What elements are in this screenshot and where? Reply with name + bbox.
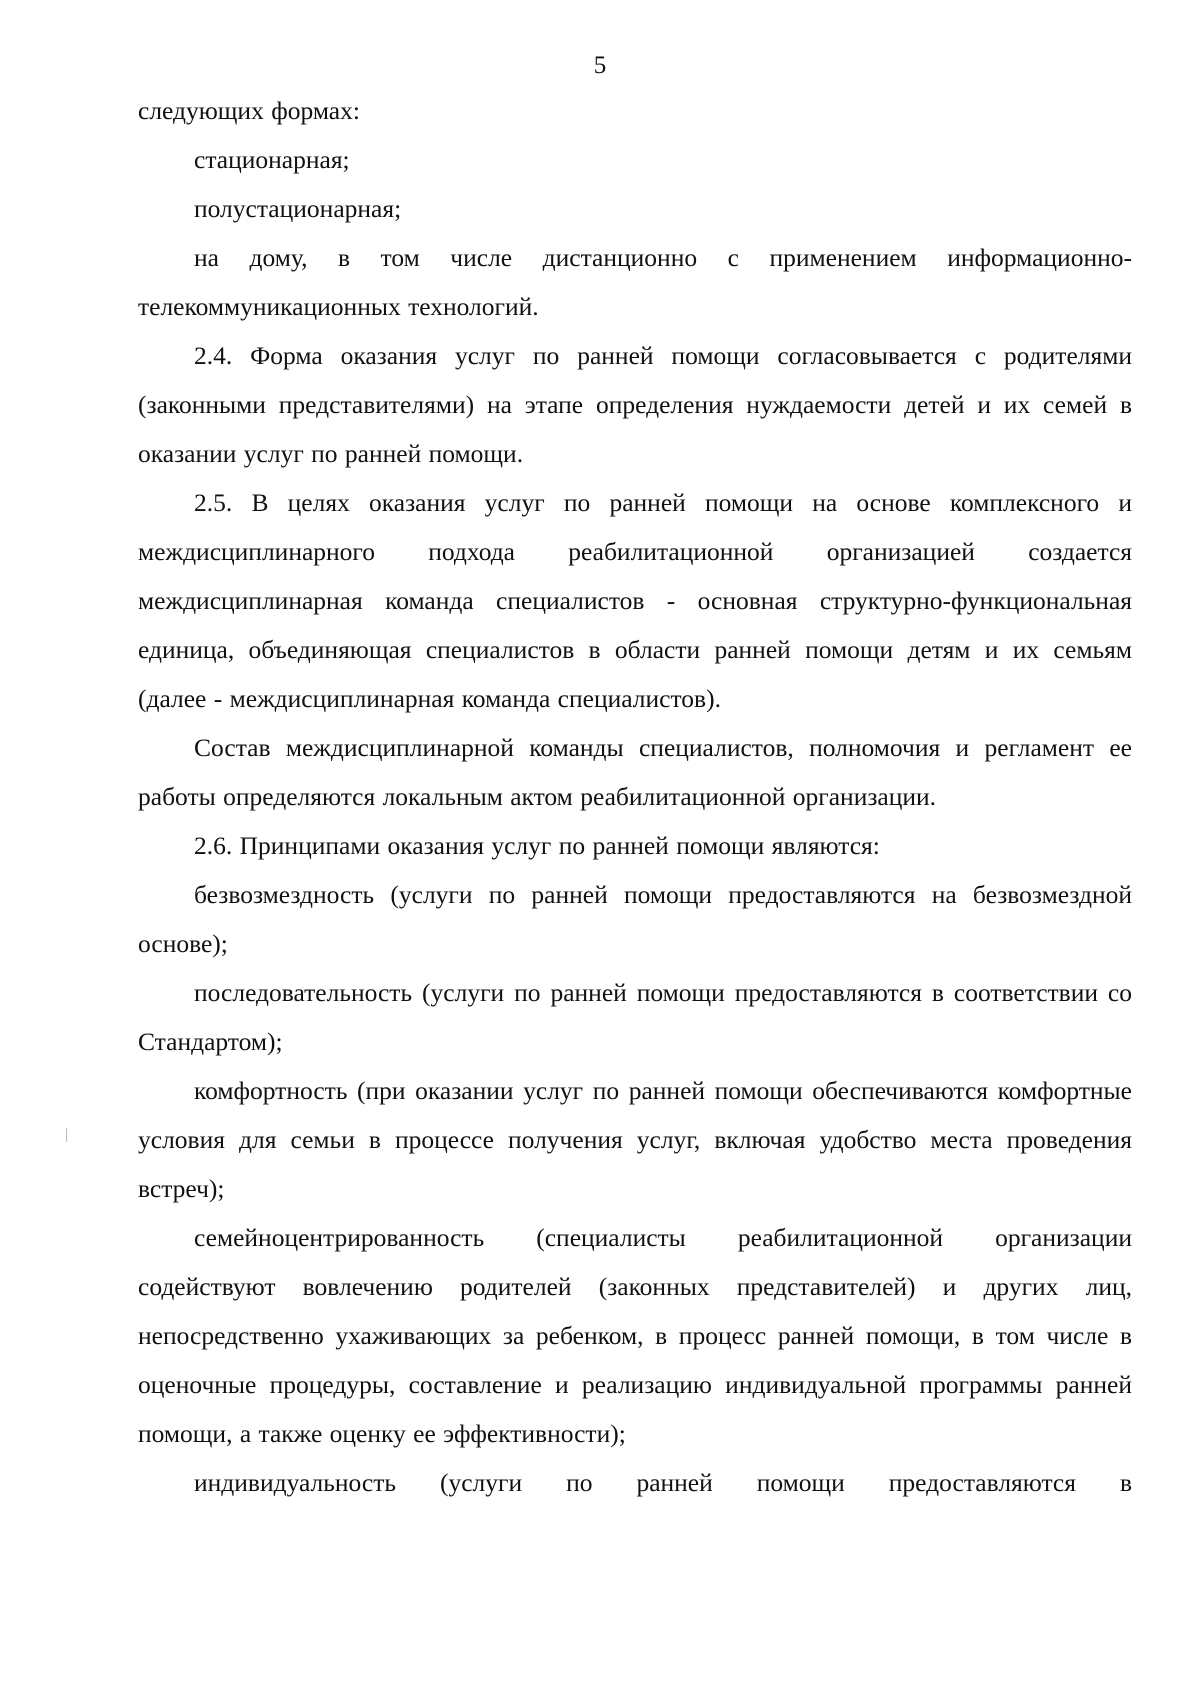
paragraph-principle-individual: индивидуальность (услуги по ранней помощи предоставляются в — [194, 1468, 1132, 1497]
paragraph-2-4: 2.4. Форма оказания услуг по ранней помощи согласовывается с родителями (законными представителями) на этапе определения нуждаемости детей и их семей в оказании услуг по ранней помощи. — [138, 341, 1132, 468]
paragraph-forms-intro: следующих формах: — [138, 96, 360, 125]
document-body — [138, 86, 1132, 1507]
paragraph-form-semistationary: полустационарная; — [194, 194, 402, 223]
paragraph-2-6: 2.6. Принципами оказания услуг по ранней помощи являются: — [194, 831, 880, 860]
scan-margin-mark — [66, 1128, 67, 1142]
paragraph-form-stationary: стационарная; — [194, 145, 350, 174]
paragraph-principle-sequence: последовательность (услуги по ранней помощи предоставляются в соответствии со Стандартом); — [138, 978, 1132, 1056]
paragraph-principle-free: безвозмездность (услуги по ранней помощи предоставляются на безвозмездной основе); — [138, 880, 1132, 958]
paragraph-2-5: 2.5. В целях оказания услуг по ранней помощи на основе комплексного и междисциплинарного подхода реабилитационной организацией создается междисциплинарная команда специалистов - основная структурно-функциональная единица, объединяющая специалистов в области ранней помощи детям и их семьям (далее - междисциплинарная команда специалистов). — [138, 488, 1132, 713]
paragraph-team-composition: Состав междисциплинарной команды специалистов, полномочия и регламент ее работы определяются локальным актом реабилитационной организации. — [138, 733, 1132, 811]
paragraph-principle-comfort: комфортность (при оказании услуг по ранней помощи обеспечиваются комфортные условия для семьи в процессе получения услуг, включая удобство места проведения встреч); — [138, 1076, 1132, 1203]
paragraph-form-home: на дому, в том числе дистанционно с применением информационно-телекоммуникационных технологий. — [138, 243, 1132, 321]
paragraph-principle-family: семейноцентрированность (специалисты реабилитационной организации содействуют вовлечению родителей (законных представителей) и других лиц, непосредственно ухаживающих за ребенком, в процесс ранней помощи, в том числе в оценочные процедуры, составление и реализацию индивидуальной программы ранней помощи, а также оценку ее эффективности); — [138, 1223, 1132, 1448]
page-number: 5 — [593, 52, 607, 79]
